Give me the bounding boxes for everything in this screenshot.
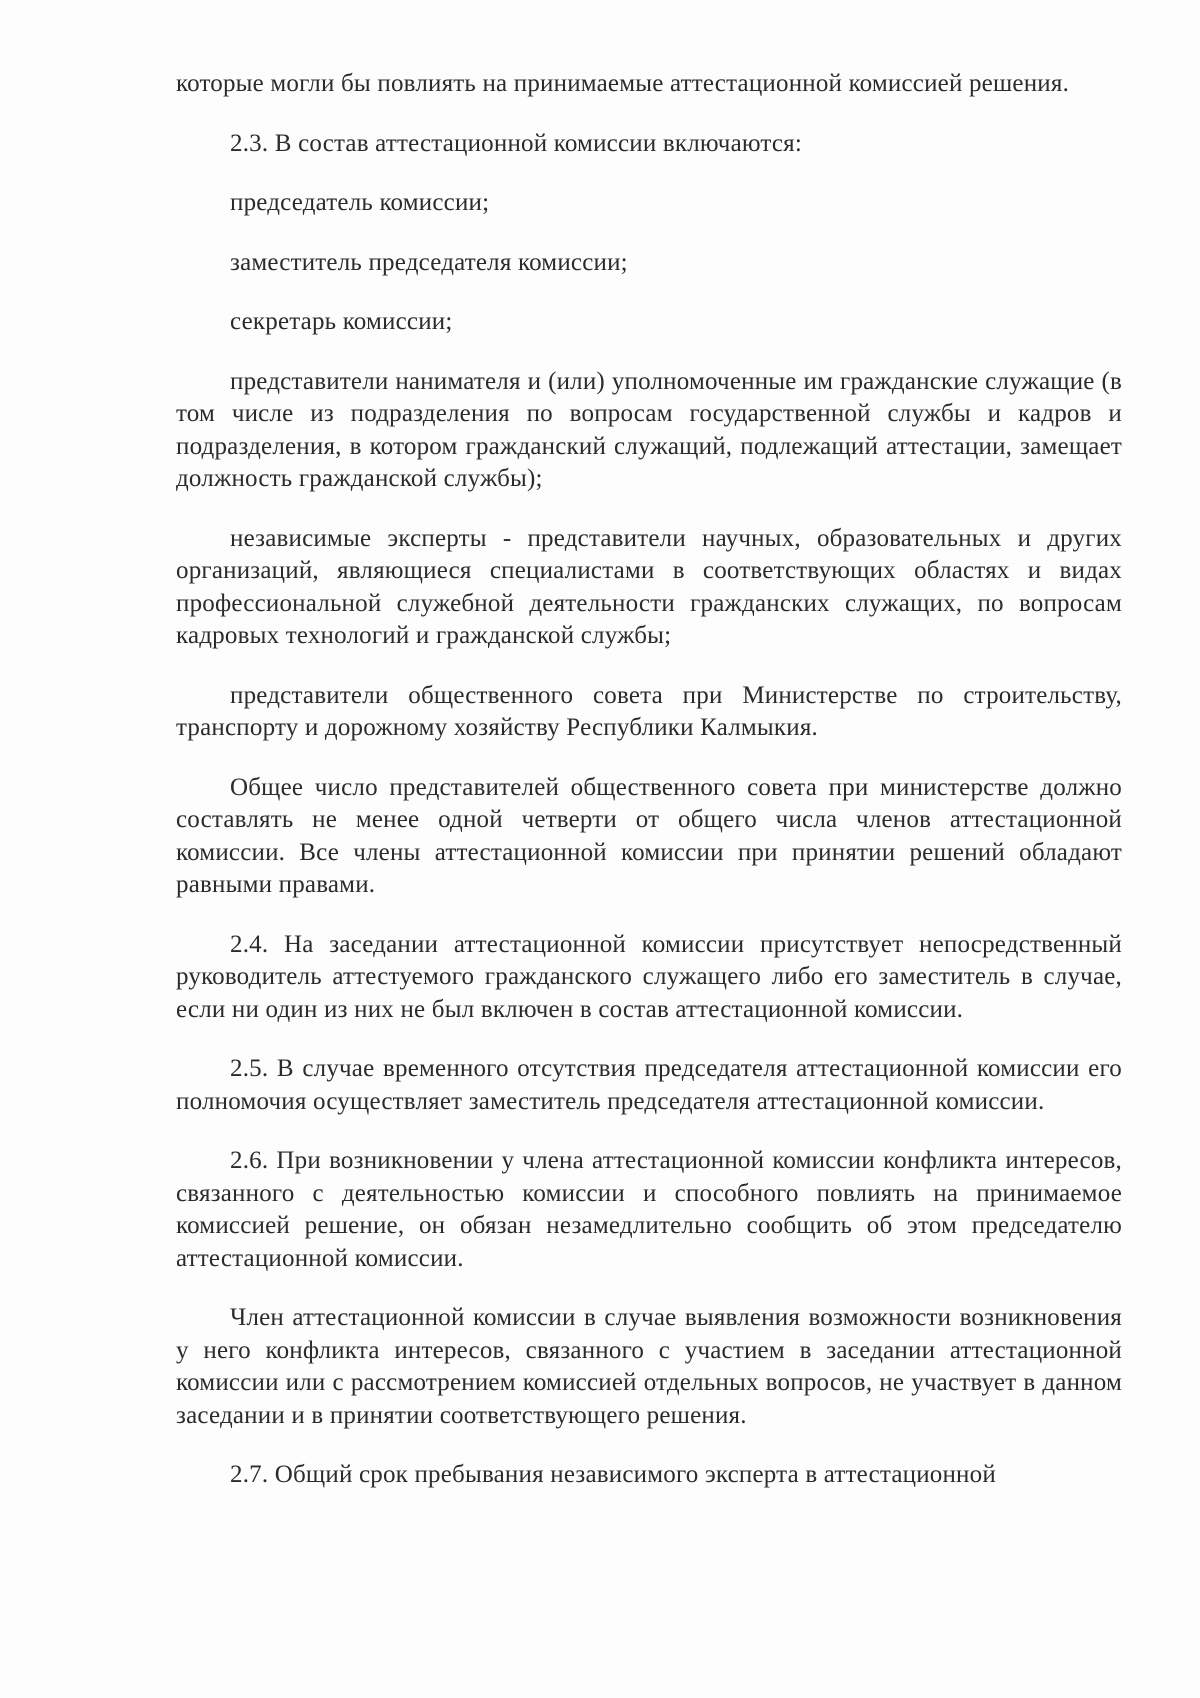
document-body — [176, 68, 1122, 1519]
paragraph-conflict-of-interest: Член аттестационной комиссии в случае выявления возможности возникновения у него конфликта интересов, связанного с участием в заседании аттестационной комиссии или с рассмотрением комиссией отдельных вопросов, не участвует в данном заседании и в принятии соответствующего решения. — [176, 1304, 1122, 1429]
paragraph-continuation: которые могли бы повлиять на принимаемые аттестационной комиссией решения. — [176, 70, 1070, 97]
paragraph-2-5: 2.5. В случае временного отсутствия председателя аттестационной комиссии его полномочия осуществляет заместитель председателя аттестационной комиссии. — [176, 1055, 1122, 1115]
paragraph-2-7: 2.7. Общий срок пребывания независимого эксперта в аттестационной — [230, 1461, 996, 1488]
list-item-chairman: председатель комиссии; — [230, 189, 490, 216]
list-item-public-council: представители общественного совета при Министерстве по строительству, транспорту и дорожному хозяйству Республики Калмыкия. — [176, 681, 1122, 741]
paragraph-2-6: 2.6. При возникновении у члена аттестационной комиссии конфликта интересов, связанного с деятельностью комиссии и способного повлиять на принимаемое комиссией решение, он обязан незамедлительно сообщить об этом председателю аттестационной комиссии. — [176, 1147, 1122, 1272]
list-item-deputy-chairman: заместитель председателя комиссии; — [230, 248, 628, 276]
paragraph-2-3: 2.3. В состав аттестационной комиссии включаются: — [230, 129, 802, 157]
list-item-independent-experts: независимые эксперты - представители научных, образовательных и других организаций, являющиеся специалистами в соответствующих областях и видах профессиональной служебной деятельности гражданских служащих, по вопросам кадровых технологий и гражданской службы; — [176, 524, 1122, 649]
paragraph-2-4: 2.4. На заседании аттестационной комиссии присутствует непосредственный руководитель аттестуемого гражданского служащего либо его заместитель в случае, если ни один из них не был включен в состав аттестационной комиссии. — [176, 930, 1122, 1023]
list-item-secretary: секретарь комиссии; — [230, 308, 453, 335]
list-item-employer-representatives: представители нанимателя и (или) уполномоченные им гражданские служащие (в том числе из подразделения по вопросам государственной службы и кадров и подразделения, в котором гражданский служащий, подлежащий аттестации, замещает должность гражданской службы); — [176, 367, 1122, 492]
paragraph-public-council-share: Общее число представителей общественного совета при министерстве должно составлять не менее одной четверти от общего числа членов аттестационной комиссии. Все члены аттестационной комиссии при принятии решений обладают равными правами. — [176, 773, 1122, 898]
